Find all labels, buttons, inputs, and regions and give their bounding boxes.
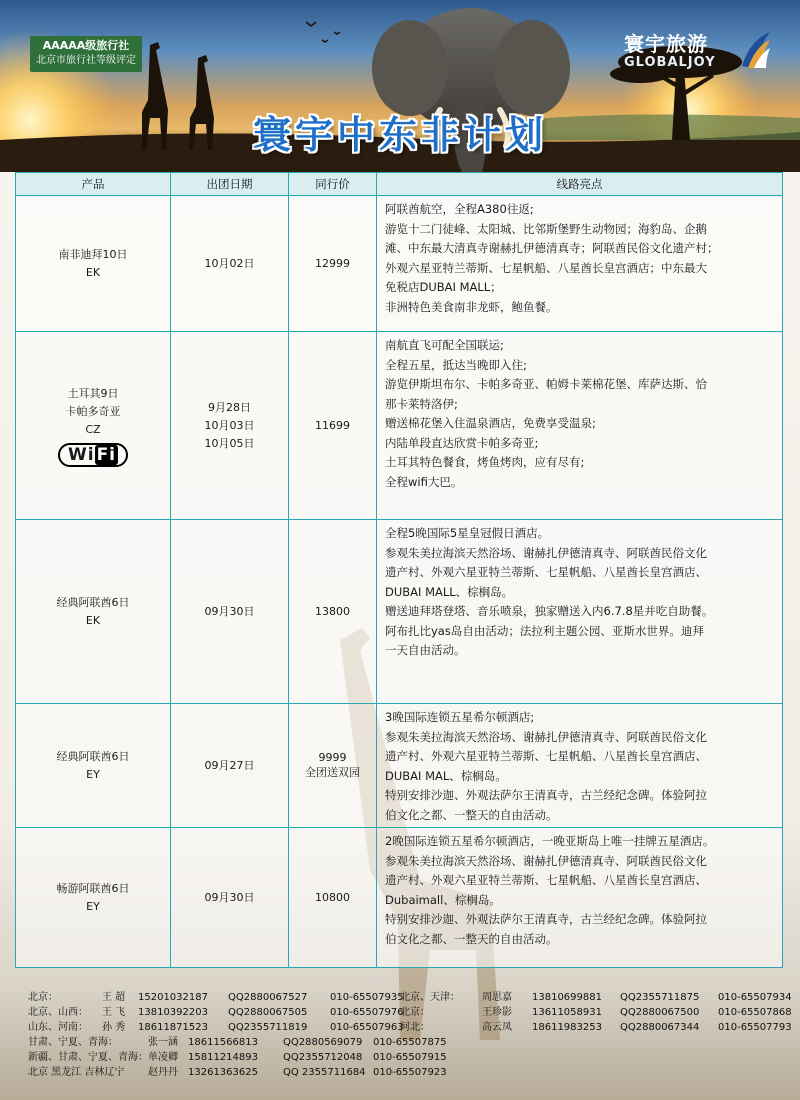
departure-date-cell [171,332,289,520]
contact-field: 河北： [400,1022,430,1033]
contact-field: 北京： [400,1007,430,1018]
contact-row [28,1065,788,1080]
table-row [16,520,783,704]
highlights-cell-line: 参观朱美拉海滨天然浴场、谢赫扎伊德清真寺、阿联酋民俗文化 [385,545,707,560]
highlights-cell-line: 特别安排沙迦、外观法萨尔王清真寺，古兰经纪念碑。体验阿拉 [385,912,707,926]
departure-date-cell-line: 10月02日 [204,256,255,270]
highlights-cell-line: 游览十二门徒峰、太阳城、比邻斯堡野生动物园；海豹岛、企鹅 [385,221,707,236]
highlights-cell [377,196,783,332]
product-cell-line: 土耳其9日 [67,386,119,400]
logo-wing-icon [736,30,772,70]
contact-field: 13261363625 [188,1067,258,1078]
price-cell [289,704,377,828]
contact-field: QQ2355711819 [228,1022,308,1033]
highlights-cell-line: 赠送迪拜塔登塔、音乐喷泉，独家赠送入内6.7.8星并吃自助餐。 [385,604,714,618]
price-cell-line: 12999 [315,257,350,270]
highlights-cell-line: 全程五星，抵达当晚即入住; [385,357,527,372]
wifi-icon [58,443,128,467]
product-cell-line: 经典阿联酋6日 [56,749,130,763]
contact-list [28,990,792,1080]
price-cell-line: 全团送双园 [305,766,360,779]
price-cell-line: 11699 [315,419,350,432]
highlights-cell-line: 3晚国际连锁五星希尔顿酒店; [385,710,535,724]
departure-date-cell-line: 10月03日 [204,418,255,432]
product-cell [16,828,171,968]
product-cell [16,704,171,828]
contact-field: 新疆、甘肃、宁夏、青海： [28,1052,148,1063]
product-cell-line: EY [86,899,100,913]
contact-field: 010-65507935 [330,992,404,1003]
contact-row [28,1050,788,1065]
contact-field: QQ2880569079 [283,1037,363,1048]
contact-field: 13810392203 [138,1007,208,1018]
highlights-cell [377,704,783,828]
product-cell-line: 卡帕多奇亚 [65,404,121,418]
itinerary-table [15,172,783,968]
contact-field: 15201032187 [138,992,208,1003]
price-cell [289,332,377,520]
table-row [16,196,783,332]
contact-field: 010-65507923 [373,1067,447,1078]
departure-date-cell-line: 09月30日 [204,604,255,618]
product-cell [16,196,171,332]
product-cell-line: 畅游阿联酋6日 [56,881,130,895]
badge-rating-text: AAAAA级旅行社 [42,39,130,52]
highlights-cell-line: 遗产村、外观六星亚特兰蒂斯、七星帆船、八星酋长皇宫酒店、 [385,749,707,763]
highlights-cell-line: 一天自由活动。 [385,643,466,657]
departure-date-cell [171,704,289,828]
product-cell-line: EY [86,767,100,781]
contact-field: 高云凤 [482,1022,512,1033]
contact-field: 18611566813 [188,1037,258,1048]
product-cell-line: 南非迪拜10日 [58,247,128,261]
contact-field: 010-65507976 [330,1007,404,1018]
contact-field: QQ2880067500 [620,1007,700,1018]
contact-field: QQ2880067344 [620,1022,700,1033]
departure-date-cell-line: 10月05日 [204,436,255,450]
product-cell-line: EK [85,613,101,627]
contact-field: 010-65507793 [718,1022,792,1033]
highlights-cell [377,332,783,520]
contact-field: 王 超 [102,992,126,1003]
highlights-cell-line: 参观朱美拉海滨天然浴场、谢赫扎伊德清真寺、阿联酋民俗文化 [385,853,707,868]
highlights-cell-line: 遗产村、外观六星亚特兰蒂斯、七星帆船、八星酋长皇宫酒店、 [385,565,707,579]
header-departure-date: 出团日期 [171,173,289,196]
contact-field: 13611058931 [532,1007,602,1018]
contact-field: 王珍影 [482,1007,512,1018]
product-cell [16,520,171,704]
header-product: 产品 [16,173,171,196]
price-cell-line: 13800 [315,605,350,618]
highlights-cell-line: 外观六星亚特兰蒂斯、七星帆船、八星酋长皇宫酒店；中东最大 [385,260,707,275]
departure-date-cell [171,196,289,332]
highlights-cell [377,828,783,968]
price-cell-line: 10800 [315,891,350,904]
price-cell [289,828,377,968]
logo-english-name: GLOBALJOY [624,55,716,70]
highlights-cell-line: 遗产村、外观六星亚特兰蒂斯、七星帆船、八星酋长皇宫酒店、 [385,873,707,887]
departure-date-cell [171,520,289,704]
product-cell-line: 经典阿联酋6日 [56,595,130,609]
highlights-cell-line: 非洲特色美食南非龙虾，鲍鱼餐。 [385,299,558,314]
contact-field: 单凌卿 [148,1052,178,1063]
contact-field: 15811214893 [188,1052,258,1063]
table-header-row [16,173,783,196]
contact-row [28,1035,788,1050]
highlights-cell-line: 游览伊斯坦布尔、卡帕多奇亚、帕姆卡莱棉花堡、库萨达斯、恰 [385,377,707,391]
highlights-cell-line: DUBAI MAL、棕榈岛。 [385,768,507,783]
contact-field: 010-65507963 [330,1022,404,1033]
contact-field: 010-65507915 [373,1052,447,1063]
contact-field: QQ2355711875 [620,992,700,1003]
contact-field: 北京、山西： [28,1007,88,1018]
departure-date-cell-line: 09月27日 [204,758,255,772]
price-cell [289,196,377,332]
departure-date-cell-line: 09月30日 [204,890,255,904]
contact-row [28,990,792,1005]
contact-field: 010-65507875 [373,1037,447,1048]
departure-date-cell [171,828,289,968]
contact-field: 010-65507868 [718,1007,792,1018]
header-banner [0,0,800,172]
highlights-cell-line: 南航直飞可配全国联运; [385,338,504,352]
logo-chinese-name: 寰宇旅游 [624,32,708,56]
contact-field: 北京、天津： [400,992,460,1003]
highlights-cell-line: 免税店DUBAI MALL； [385,280,502,294]
contact-field: 18611871523 [138,1022,208,1033]
table-row [16,704,783,828]
contact-row [28,1005,792,1020]
contact-field: QQ2880067505 [228,1007,308,1018]
highlights-cell-line: 伯文化之都、一整天的自由活动。 [385,931,558,946]
contact-field: QQ2355712048 [283,1052,363,1063]
highlights-cell-line: 参观朱美拉海滨天然浴场、谢赫扎伊德清真寺、阿联酋民俗文化 [385,729,707,744]
contact-field: 周思嘉 [482,992,512,1003]
contact-field: 山东、河南： [28,1022,88,1033]
departure-date-cell-line: 9月28日 [208,400,251,414]
product-cell [16,332,171,520]
highlights-cell-line: 滩、中东最大清真寺谢赫扎伊德清真寺；阿联酋民俗文化遗产村； [385,241,719,255]
highlights-cell-line: 2晚国际连锁五星希尔顿酒店，一晚亚斯岛上唯一挂牌五星酒店。 [385,834,715,848]
contact-row [28,1020,792,1035]
highlights-cell-line: 阿联酋航空，全程A380往返; [385,202,534,216]
wifi-right-text: Fi [96,444,117,465]
highlights-cell [377,520,783,704]
highlights-cell-line: 伯文化之都、一整天的自由活动。 [385,807,558,822]
highlights-cell-line: 土耳其特色餐食，烤鱼烤肉，应有尽有; [385,455,585,469]
highlights-cell-line: 内陆单段直达欣赏卡帕多奇亚; [385,435,539,450]
contact-field: 甘肃、宁夏、青海： [28,1037,118,1048]
globaljoy-logo [624,28,774,78]
contact-field: 张一涵 [148,1037,178,1048]
highlights-cell-line: 全程wifi大巴。 [385,474,463,489]
highlights-cell-line: 特别安排沙迦、外观法萨尔王清真寺，古兰经纪念碑。体验阿拉 [385,788,707,802]
contact-field: 13810699881 [532,992,602,1003]
wifi-left-text: Wi [67,444,95,465]
price-cell [289,520,377,704]
header-trade-price: 同行价 [289,173,377,196]
highlights-cell-line: DUBAI MALL、棕榈岛。 [385,584,514,599]
contact-field: 赵丹丹 [148,1067,178,1078]
header-route-highlights: 线路亮点 [377,173,783,196]
price-cell-line: 9999 [318,751,347,764]
contact-field: 18611983253 [532,1022,602,1033]
page-title: 寰宇中东非计划 [252,113,547,157]
contact-field: 010-65507934 [718,992,792,1003]
highlights-cell-line: 全程5晚国际5星皇冠假日酒店。 [385,526,550,540]
table-row [16,828,783,968]
badge-authority-text: 北京市旅行社等级评定 [36,55,136,66]
product-cell-line: CZ [85,422,101,436]
contact-field: QQ 2355711684 [283,1067,366,1078]
product-cell-line: EK [85,265,101,279]
agency-rating-badge [30,36,142,72]
highlights-cell-line: 赠送棉花堡入住温泉酒店，免费享受温泉; [385,416,596,430]
table-row [16,332,783,520]
highlights-cell-line: 那卡莱特洛伊; [385,396,458,411]
contact-field: QQ2880067527 [228,992,308,1003]
highlights-cell-line: 阿布扎比yas岛自由活动；法拉利主题公园、亚斯水世界。迪拜 [385,623,704,638]
contact-field: 北京 黑龙江 吉林辽宁 [28,1067,125,1078]
highlights-cell-line: Dubaimall、棕榈岛。 [385,892,501,907]
contact-field: 王 飞 [102,1007,126,1018]
contact-field: 孙 秀 [102,1022,126,1033]
contact-field: 北京： [28,992,58,1003]
